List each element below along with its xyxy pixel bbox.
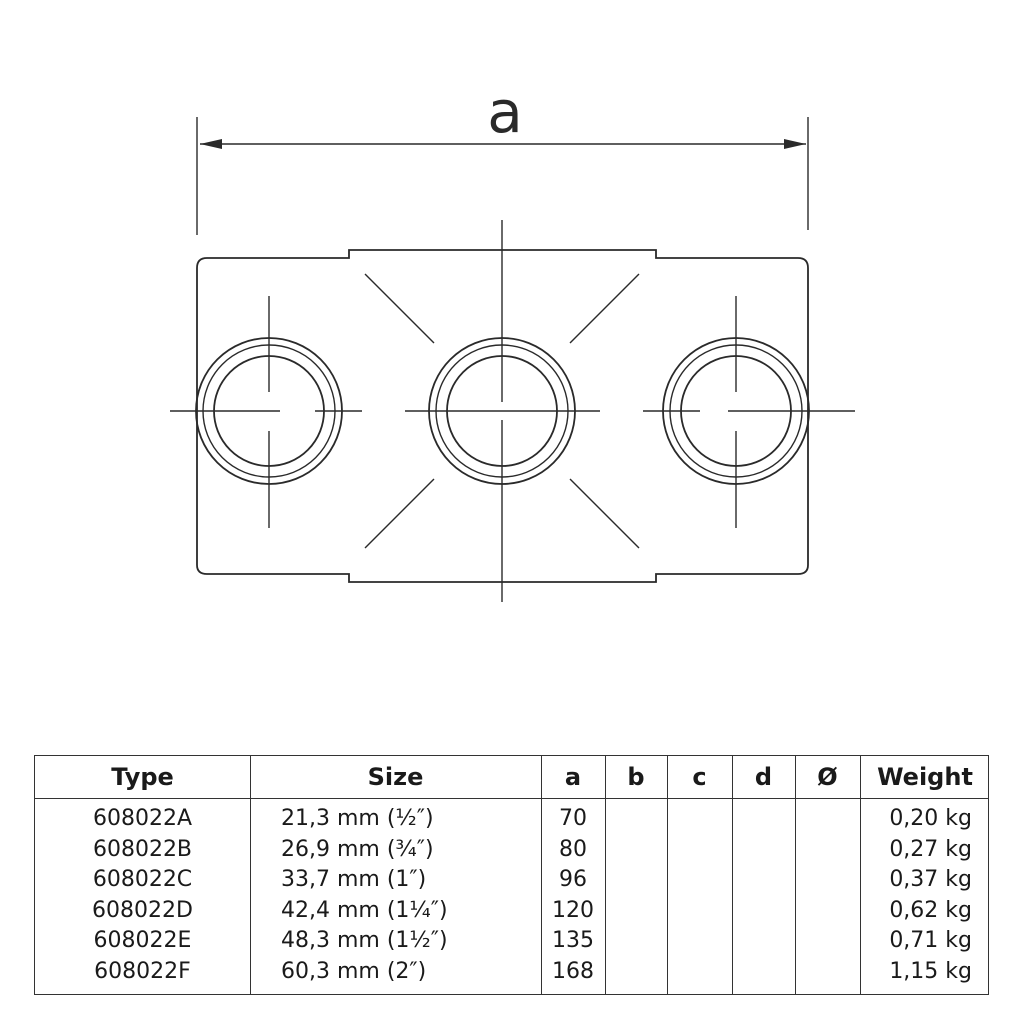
table-row bbox=[35, 865, 988, 896]
cell-a: 120 bbox=[552, 897, 594, 923]
cell-type: 608022B bbox=[92, 836, 193, 862]
table-row bbox=[35, 896, 988, 927]
cell-a: 96 bbox=[559, 867, 587, 892]
cell-size: 33,7 mm (1″) bbox=[281, 867, 427, 892]
header-c: c bbox=[692, 763, 707, 791]
cell-a: 168 bbox=[552, 958, 594, 984]
center-socket bbox=[365, 220, 639, 602]
cell-weight: 0,71 kg bbox=[889, 928, 972, 953]
header-diameter: Ø bbox=[817, 763, 838, 791]
cell-size: 60,3 mm (2″) bbox=[281, 958, 427, 984]
right-socket bbox=[643, 296, 855, 528]
cell-size: 26,9 mm (¾″) bbox=[281, 836, 434, 862]
header-size: Size bbox=[367, 763, 424, 791]
header-divider bbox=[35, 798, 988, 799]
cell-weight: 0,27 kg bbox=[889, 836, 972, 862]
specification-table bbox=[34, 755, 989, 995]
cell-size: 42,4 mm (1¼″) bbox=[281, 897, 448, 923]
cell-type: 608022E bbox=[93, 928, 192, 953]
cell-type: 608022F bbox=[94, 958, 191, 984]
table-row bbox=[35, 835, 988, 866]
cell-type: 608022C bbox=[92, 867, 193, 892]
cell-type: 608022D bbox=[92, 897, 193, 923]
cell-size: 21,3 mm (½″) bbox=[281, 806, 434, 831]
dimension-a bbox=[197, 78, 808, 235]
header-type: Type bbox=[111, 763, 174, 791]
header-b: b bbox=[627, 763, 645, 791]
cell-type: 608022A bbox=[92, 806, 193, 831]
cell-a: 135 bbox=[552, 928, 594, 953]
cell-a: 70 bbox=[559, 806, 587, 831]
dimension-label-a: a bbox=[487, 78, 523, 146]
table-row bbox=[35, 804, 988, 835]
header-weight: Weight bbox=[877, 763, 973, 791]
cell-weight: 1,15 kg bbox=[889, 958, 972, 984]
table-row bbox=[35, 957, 988, 988]
table-row bbox=[35, 926, 988, 957]
header-d: d bbox=[754, 763, 773, 791]
cell-a: 80 bbox=[559, 836, 587, 862]
cell-size: 48,3 mm (1½″) bbox=[281, 928, 448, 953]
cell-weight: 0,37 kg bbox=[889, 867, 972, 892]
header-a: a bbox=[564, 763, 582, 791]
cell-weight: 0,20 kg bbox=[889, 806, 972, 831]
left-socket bbox=[170, 296, 362, 528]
cell-weight: 0,62 kg bbox=[889, 897, 972, 923]
